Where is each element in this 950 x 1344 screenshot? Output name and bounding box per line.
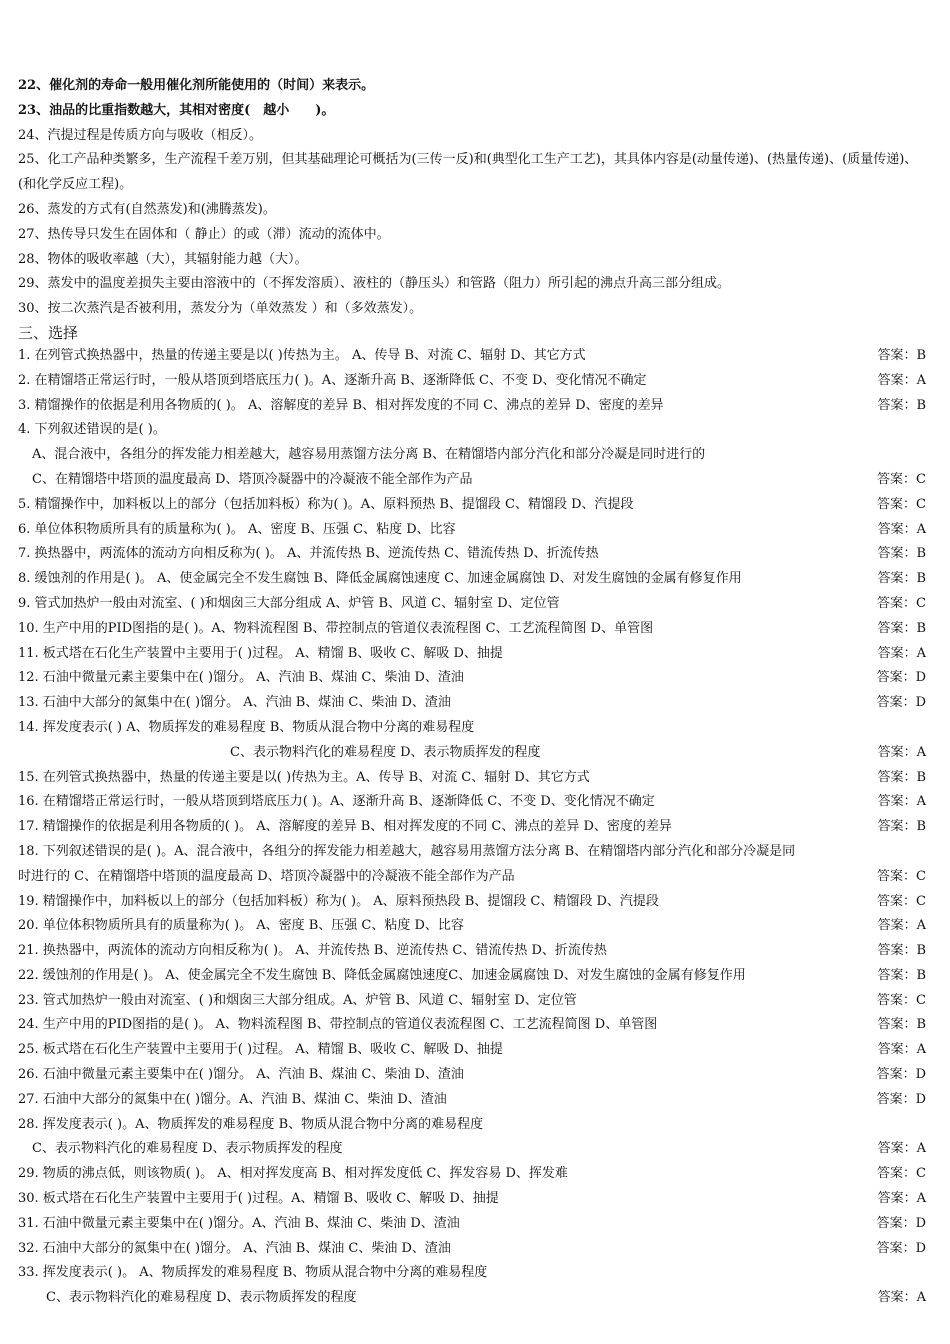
question-text: C、表示物料汽化的难易程度 D、表示物质挥发的程度 [46,1290,357,1306]
question-line [18,518,930,543]
question-line [18,989,930,1014]
answer-label: 答案：A [872,1038,926,1063]
answer-label: 答案：A [872,790,926,815]
question-text: 19. 精馏操作中，加料板以上的部分（包括加料板）称为( )。 A、原料预热段 B、提馏段 C、精馏段 D、汽提段 [18,893,659,909]
question-text: 31. 石油中微量元素主要集中在( )馏分。A、汽油 B、煤油 C、柴油 D、渣油 [18,1215,460,1231]
answer-label: 答案：B [871,617,926,642]
answer-label: 答案：D [871,1237,926,1262]
fill-item-number: 22 [18,78,37,93]
question-text: 21. 换热器中，两流体的流动方向相反称为( )。 A、并流传热 B、逆流传热 C、错流传热 D、折流传热 [18,943,607,959]
question-line [18,890,930,915]
answer-label: 答案：C [871,989,926,1014]
fill-item [18,148,930,198]
fill-item-text: 、按二次蒸汽是否被利用，蒸发分为（单效蒸发 ）和（多效蒸发）。 [34,301,423,317]
fill-item-number: 23 [18,102,37,118]
question-line [18,1212,930,1237]
question-line [18,741,930,766]
document-page [18,74,930,1311]
question-line [18,790,930,815]
fill-item-text: 、油品的比重指数越大，其相对密度( 越小 )。 [36,102,335,118]
question-line [18,1038,930,1063]
fill-item [18,124,930,149]
question-text: C、表示物料汽化的难易程度 D、表示物质挥发的程度 [32,1141,343,1157]
answer-label: 答案：B [871,394,926,419]
answer-label: 答案：C [871,865,926,890]
question-text: 13. 石油中大部分的氮集中在( )馏分。 A、汽油 B、煤油 C、柴油 D、渣油 [18,695,451,711]
fill-item-text: 、热传导只发生在固体和（ 静止）的或（滞）流动的流体中。 [34,226,390,242]
answer-label: 答案：B [871,939,926,964]
question-line [18,1286,930,1311]
answer-label: 答案：A [872,1286,926,1311]
question-text: 18. 下列叙述错误的是( )。A、混合液中，各组分的挥发能力相差越大，越容易用蒸馏方法分离 B、在精馏塔内部分汽化和部分冷凝是同 [18,843,796,859]
question-text: 28. 挥发度表示( )。A、物质挥发的难易程度 B、物质从混合物中分离的难易程度 [18,1116,484,1132]
answer-label: 答案：D [871,691,926,716]
question-text: 22. 缓蚀剂的作用是( )。 A、使金属完全不发生腐蚀 B、降低金属腐蚀速度C、加速金属腐蚀 D、对发生腐蚀的金属有修复作用 [18,967,746,983]
question-text: 6. 单位体积物质所具有的质量称为( )。 A、密度 B、压强 C、粘度 D、比容 [18,521,456,537]
fill-item [18,223,930,248]
choice-section [18,344,930,1311]
question-line [18,865,930,890]
question-text: 15. 在列管式换热器中，热量的传递主要是以( )传热为主。A、传导 B、对流 C、辐射 D、其它方式 [18,769,590,785]
answer-label: 答案：A [872,914,926,939]
question-line [18,468,930,493]
answer-label: 答案：C [871,890,926,915]
question-line [18,542,930,567]
question-line [18,592,930,617]
fill-item-number: 28 [18,251,35,267]
question-text: 1. 在列管式换热器中，热量的传递主要是以( )传热为主。 A、传导 B、对流 C、辐射 D、其它方式 [18,347,586,363]
question-text: C、在精馏塔中塔顶的温度最高 D、塔顶冷凝器中的冷凝液不能全部作为产品 [32,471,473,487]
fill-item-text: 、蒸发的方式有(自然蒸发)和(沸腾蒸发)。 [34,201,276,217]
question-text: 11. 板式塔在石化生产装置中主要用于( )过程。 A、精馏 B、吸收 C、解吸 D、抽提 [18,645,503,661]
answer-label: 答案：A [872,741,926,766]
question-line [18,964,930,989]
fill-item-number: 29 [18,276,35,292]
question-line [18,815,930,840]
fill-item-text: 、物体的吸收率越（大），其辐射能力越（大）。 [34,251,308,267]
answer-label: 答案：B [871,815,926,840]
fill-item-number: 24 [18,127,35,143]
question-line [18,1137,930,1162]
question-line [18,666,930,691]
question-text: 14. 挥发度表示( ) A、物质挥发的难易程度 B、物质从混合物中分离的难易程度 [18,719,475,735]
question-text: 3. 精馏操作的依据是利用各物质的( )。 A、溶解度的差异 B、相对挥发度的不同 C、沸点的差异 D、密度的差异 [18,397,664,413]
fill-in-section [18,74,930,322]
question-text: 7. 换热器中，两流体的流动方向相反称为( )。 A、并流传热 B、逆流传热 C、错流传热 D、折流传热 [18,546,599,562]
fill-item-number: 30 [18,301,35,317]
question-text: 25. 板式塔在石化生产装置中主要用于( )过程。 A、精馏 B、吸收 C、解吸 D、抽提 [18,1042,503,1058]
answer-label: 答案：C [871,592,926,617]
question-line [18,1013,930,1038]
question-line [18,1088,930,1113]
question-text: 23. 管式加热炉一般由对流室、( )和烟囱三大部分组成。A、炉管 B、风道 C、辐射室 D、定位管 [18,992,577,1008]
question-text: 17. 精馏操作的依据是利用各物质的( )。 A、溶解度的差异 B、相对挥发度的不同 C、沸点的差异 D、密度的差异 [18,819,672,835]
answer-label: 答案：C [871,468,926,493]
question-text: 20. 单位体积物质所具有的质量称为( )。 A、密度 B、压强 C、粘度 D、比容 [18,918,464,934]
question-line [18,1237,930,1262]
answer-label: 答案：B [871,567,926,592]
question-line [18,418,930,443]
question-text: 27. 石油中大部分的氮集中在( )馏分。A、汽油 B、煤油 C、柴油 D、渣油 [18,1091,447,1107]
question-line [18,939,930,964]
question-line [18,766,930,791]
question-text: A、混合液中，各组分的挥发能力相差越大，越容易用蒸馏方法分离 B、在精馏塔内部分汽化和部分冷凝是同时进行的 [32,447,706,463]
answer-label: 答案：B [871,344,926,369]
answer-label: 答案：A [872,1187,926,1212]
answer-label: 答案：B [871,964,926,989]
question-text: 33. 挥发度表示( )。 A、物质挥发的难易程度 B、物质从混合物中分离的难易程度 [18,1265,488,1281]
answer-label: 答案：C [871,1162,926,1187]
question-line [18,1261,930,1286]
question-line [18,691,930,716]
fill-item-text: 、化工产品种类繁多，生产流程千差万别，但其基础理论可概括为(三传一反)和(典型化工生产工艺)，其具体内容是(动量传递)、(热量传递)、(质量传递)、(和化学反应工程)。 [18,152,918,193]
question-text: 8. 缓蚀剂的作用是( )。 A、使金属完全不发生腐蚀 B、降低金属腐蚀速度 C、加速金属腐蚀 D、对发生腐蚀的金属有修复作用 [18,571,742,587]
fill-item [18,74,930,99]
question-text: 5. 精馏操作中，加料板以上的部分（包括加料板）称为( )。A、原料预热 B、提馏段 C、精馏段 D、汽提段 [18,496,634,512]
answer-label: 答案：B [871,1013,926,1038]
question-text: C、表示物料汽化的难易程度 D、表示物质挥发的程度 [230,744,541,760]
question-text: 24. 生产中用的PID图指的是( )。 A、物料流程图 B、带控制点的管道仪表流程图 C、工艺流程简图 D、单管图 [18,1017,658,1033]
question-line [18,840,930,865]
question-line [18,344,930,369]
question-line [18,1187,930,1212]
fill-item [18,198,930,223]
question-text: 4. 下列叙述错误的是( )。 [18,422,166,438]
answer-label: 答案：B [871,542,926,567]
question-text: 2. 在精馏塔正常运行时，一般从塔顶到塔底压力( )。A、逐渐升高 B、逐渐降低 C、不变 D、变化情况不确定 [18,372,647,388]
question-text: 26. 石油中微量元素主要集中在( )馏分。 A、汽油 B、煤油 C、柴油 D、渣油 [18,1067,464,1083]
question-line [18,567,930,592]
fill-item [18,272,930,297]
question-line [18,443,930,468]
question-text: 30. 板式塔在石化生产装置中主要用于( )过程。A、精馏 B、吸收 C、解吸 D、抽提 [18,1191,499,1207]
question-line [18,369,930,394]
question-line [18,1162,930,1187]
answer-label: 答案：D [871,1063,926,1088]
fill-item [18,99,930,124]
question-text: 10. 生产中用的PID图指的是( )。A、物料流程图 B、带控制点的管道仪表流程图 C、工艺流程简图 D、单管图 [18,620,654,636]
fill-item-number: 26 [18,201,35,217]
fill-item-text: 、催化剂的寿命一般用催化剂所能使用的（时间）来表示。 [36,78,375,93]
question-text: 29. 物质的沸点低，则该物质( )。 A、相对挥发度高 B、相对挥发度低 C、挥发容易 D、挥发难 [18,1166,568,1182]
question-text: 32. 石油中大部分的氮集中在( )馏分。 A、汽油 B、煤油 C、柴油 D、渣油 [18,1240,451,1256]
section-heading: 三、选择 [18,323,79,342]
fill-item [18,297,930,322]
question-text: 9. 管式加热炉一般由对流室、( )和烟囱三大部分组成 A、炉管 B、风道 C、辐射室 D、定位管 [18,595,560,611]
question-line [18,716,930,741]
answer-label: 答案：D [871,666,926,691]
answer-label: 答案：A [872,642,926,667]
question-line [18,617,930,642]
question-text: 16. 在精馏塔正常运行时，一般从塔顶到塔底压力( )。A、逐渐升高 B、逐渐降低 C、不变 D、变化情况不确定 [18,794,655,810]
question-line [18,1063,930,1088]
fill-item [18,248,930,273]
question-text: 时进行的 C、在精馏塔中塔顶的温度最高 D、塔顶冷凝器中的冷凝液不能全部作为产品 [18,868,515,884]
answer-label: 答案：A [872,518,926,543]
answer-label: 答案：A [872,369,926,394]
answer-label: 答案：D [871,1088,926,1113]
answer-label: 答案：D [871,1212,926,1237]
fill-item-number: 25 [18,152,35,168]
answer-label: 答案：A [872,1137,926,1162]
question-text: 12. 石油中微量元素主要集中在( )馏分。 A、汽油 B、煤油 C、柴油 D、渣油 [18,670,464,686]
answer-label: 答案：B [871,766,926,791]
fill-item-text: 、蒸发中的温度差损失主要由溶液中的（不挥发溶质）、液柱的（静压头）和管路（阻力）所引起的沸点升高三部分组成。 [34,276,731,292]
question-line [18,642,930,667]
fill-item-number: 27 [18,226,35,242]
question-line [18,1113,930,1138]
question-line [18,914,930,939]
question-line [18,493,930,518]
fill-item-text: 、汽提过程是传质方向与吸收（相反）。 [34,127,263,143]
question-line [18,394,930,419]
answer-label: 答案：C [871,493,926,518]
